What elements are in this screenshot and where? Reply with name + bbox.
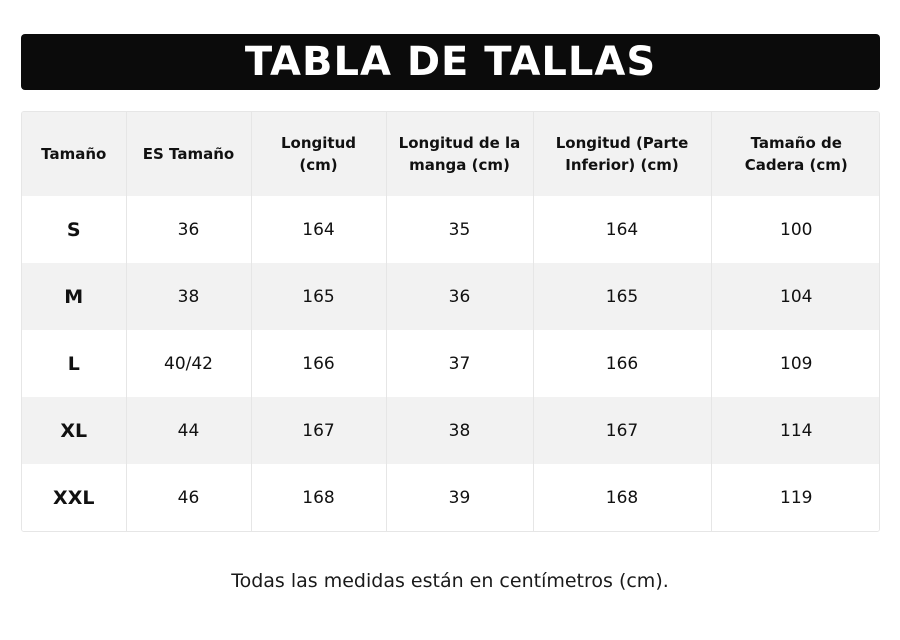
- cell-hip-size: 104: [780, 286, 813, 307]
- cell-hip-size: 109: [780, 353, 813, 374]
- cell-bottom-length: 164: [533, 196, 711, 263]
- cell-length: 168: [251, 464, 386, 531]
- cell-sleeve-length: 39: [386, 464, 533, 531]
- cell-hip-size: 119: [780, 487, 813, 508]
- header-size: Tamaño: [22, 112, 126, 196]
- cell-bottom-length: 168: [533, 464, 711, 531]
- cell-bottom-length: 166: [533, 330, 711, 397]
- cell-size: L: [22, 330, 126, 397]
- cell-sleeve-length: 38: [386, 397, 533, 464]
- cell-es-size: 38: [126, 263, 251, 330]
- cell-es-size: 40/42: [126, 330, 251, 397]
- header-es-size: ES Tamaño: [126, 112, 251, 196]
- size-table: [22, 112, 880, 531]
- cell-sleeve-length: 36: [386, 263, 533, 330]
- cell-sleeve-length: 35: [386, 196, 533, 263]
- table-row: [22, 397, 880, 464]
- cell-hip-size: 100: [780, 219, 813, 240]
- cell-size: M: [22, 263, 126, 330]
- cell-length: 165: [251, 263, 386, 330]
- table-row: [22, 196, 880, 263]
- cell-size: S: [22, 196, 126, 263]
- cell-length: 164: [251, 196, 386, 263]
- title-banner: [21, 34, 880, 90]
- header-length: Longitud (cm): [251, 112, 386, 196]
- table-row: [22, 263, 880, 330]
- cell-length: 166: [251, 330, 386, 397]
- cell-es-size: 36: [126, 196, 251, 263]
- cell-size: XL: [22, 397, 126, 464]
- cell-bottom-length: 165: [533, 263, 711, 330]
- cell-hip-size: 114: [780, 420, 813, 441]
- cell-bottom-length: 167: [533, 397, 711, 464]
- measurement-note: Todas las medidas están en centímetros (cm).: [231, 570, 669, 592]
- cell-es-size: 44: [126, 397, 251, 464]
- cell-es-size: 46: [126, 464, 251, 531]
- size-table-container: [21, 111, 880, 532]
- cell-length: 167: [251, 397, 386, 464]
- table-row: [22, 464, 880, 531]
- cell-sleeve-length: 37: [386, 330, 533, 397]
- table-row: [22, 330, 880, 397]
- header-sleeve-length: Longitud de la manga (cm): [386, 112, 533, 196]
- cell-size: XXL: [22, 464, 126, 531]
- table-header-row: [22, 112, 880, 196]
- header-hip-size: Tamaño de Cadera (cm): [744, 134, 848, 174]
- header-bottom-length: Longitud (Parte Inferior) (cm): [533, 112, 711, 196]
- page-title: TABLA DE TALLAS: [244, 39, 657, 85]
